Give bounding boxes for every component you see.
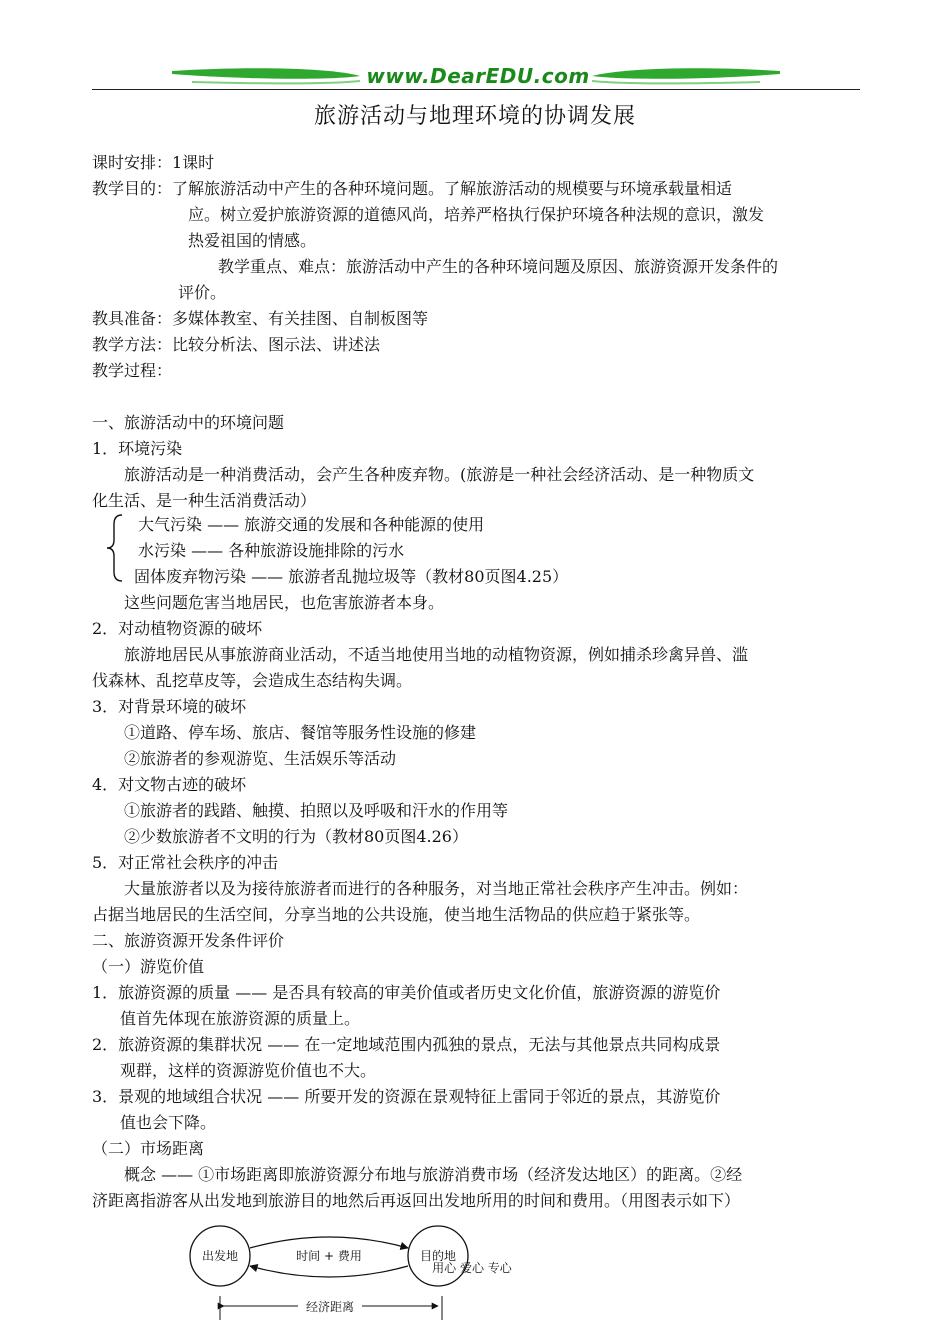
paragraph-line: 这些问题危害当地居民，也危害旅游者本身。: [124, 593, 445, 612]
list-item: 3．景观的地域组合状况 —— 所要开发的资源在景观特征上雷同于邻近的景点，其游览价: [92, 1087, 721, 1106]
header-divider: [92, 89, 860, 90]
key-points-line: 评价。: [178, 283, 227, 302]
subsection-heading: （二）市场距离: [92, 1139, 205, 1158]
pollution-item: 固体废弃物污染 —— 旅游者乱抛垃圾等（教材80页图4.25）: [134, 567, 569, 586]
objective-line: 应。树立爱护旅游资源的道德风尚，培养严格执行保护环境各种法规的意识，激发: [188, 205, 765, 224]
origin-label: 出发地: [201, 1249, 239, 1263]
paragraph-line: 化生活、是一种生活消费活动）: [92, 491, 317, 510]
materials-line: 教具准备：多媒体教室、有关挂图、自制板图等: [92, 309, 429, 328]
pollution-item: 水污染 —— 各种旅游设施排除的污水: [138, 541, 405, 560]
section-heading: 二、旅游资源开发条件评价: [92, 931, 285, 950]
list-item: 2．旅游资源的集群状况 —— 在一定地域范围内孤独的景点，无法与其他景点共同构成景: [92, 1035, 721, 1054]
section-heading: 一、旅游活动中的环境问题: [92, 413, 285, 432]
list-item: 1．旅游资源的质量 —— 是否具有较高的审美价值或者历史文化价值，旅游资源的游览价: [92, 983, 721, 1002]
cost-label: 时间 + 费用: [296, 1249, 362, 1263]
subsection-heading: （一）游览价值: [92, 957, 205, 976]
outbound-arrow: [250, 1237, 408, 1248]
list-item: ②少数旅游者不文明的行为（教材80页图4.26）: [124, 827, 468, 846]
destination-label: 目的地: [419, 1249, 457, 1263]
schedule-line: 课时安排：1课时: [92, 153, 215, 172]
process-line: 教学过程：: [92, 361, 173, 380]
subsection-heading: 1．环境污染: [92, 439, 183, 458]
objective-line: 热爱祖国的情感。: [188, 231, 317, 250]
paragraph-line: 伐森林、乱挖草皮等，会造成生态结构失调。: [92, 671, 413, 690]
economic-distance-diagram: [180, 1220, 540, 1330]
subsection-heading: 3．对背景环境的破坏: [92, 697, 247, 716]
paragraph-line: 旅游活动是一种消费活动，会产生各种废弃物。(旅游是一种社会经济活动、是一种物质文: [124, 465, 755, 484]
return-arrow: [250, 1266, 408, 1277]
list-item: ①旅游者的践踏、触摸、拍照以及呼吸和汗水的作用等: [124, 801, 509, 820]
list-item: 值首先体现在旅游资源的质量上。: [120, 1009, 361, 1028]
brace-icon: [104, 512, 126, 584]
methods-line: 教学方法：比较分析法、图示法、讲述法: [92, 335, 381, 354]
watermark-text: 用心 爱心 专心: [432, 1261, 512, 1275]
subsection-heading: 5．对正常社会秩序的冲击: [92, 853, 279, 872]
subsection-heading: 2．对动植物资源的破坏: [92, 619, 263, 638]
objective-line: 教学目的：了解旅游活动中产生的各种环境问题。了解旅游活动的规模要与环境承载量相适: [92, 179, 733, 198]
key-points-line: 教学重点、难点：旅游活动中产生的各种环境问题及原因、旅游资源开发条件的: [218, 257, 779, 276]
paragraph-line: 大量旅游者以及为接待旅游者而进行的各种服务，对当地正常社会秩序产生冲击。例如：: [124, 879, 749, 898]
distance-label: 经济距离: [305, 1300, 355, 1314]
page-title: 旅游活动与地理环境的协调发展: [313, 104, 636, 129]
list-item: 观群，这样的资源游览价值也不大。: [120, 1061, 377, 1080]
subsection-heading: 4．对文物古迹的破坏: [92, 775, 247, 794]
paragraph-line: 占据当地居民的生活空间，分享当地的公共设施，使当地生活物品的供应趋于紧张等。: [92, 905, 701, 924]
paragraph-line: 概念 —— ①市场距离即旅游资源分布地与旅游消费市场（经济发达地区）的距离。②经: [124, 1165, 743, 1184]
list-item: ②旅游者的参观游览、生活娱乐等活动: [124, 749, 397, 768]
pollution-item: 大气污染 —— 旅游交通的发展和各种能源的使用: [138, 515, 485, 534]
list-item: ①道路、停车场、旅店、餐馆等服务性设施的修建: [124, 723, 477, 742]
site-logo: www.DearEDU.com: [366, 64, 590, 88]
paragraph-line: 济距离指游客从出发地到旅游目的地然后再返回出发地所用的时间和费用。（用图表示如下）: [92, 1191, 741, 1210]
list-item: 值也会下降。: [120, 1113, 217, 1132]
paragraph-line: 旅游地居民从事旅游商业活动，不适当地使用当地的动植物资源，例如捕杀珍禽异兽、滥: [124, 645, 749, 664]
